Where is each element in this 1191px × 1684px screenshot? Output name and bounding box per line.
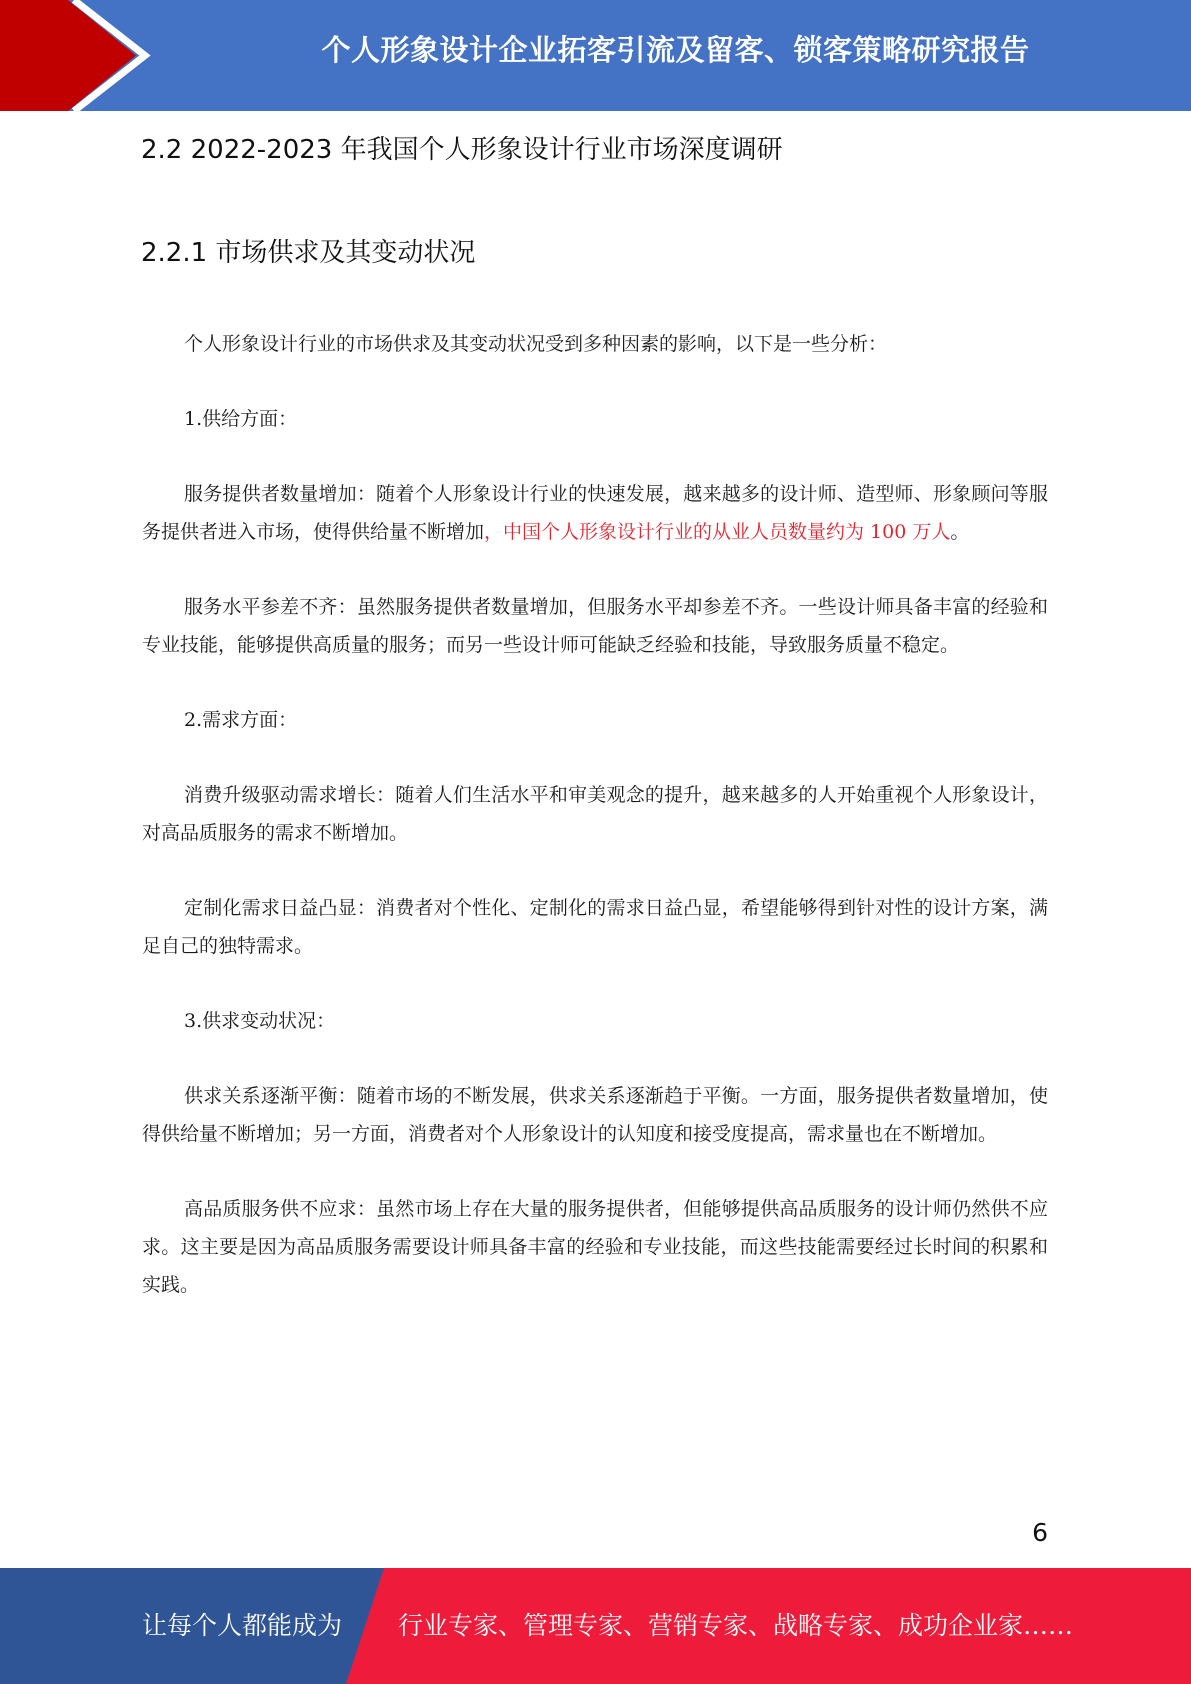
header-red-block [0,0,136,111]
section-heading: 2.2 2022-2023 年我国个人形象设计行业市场深度调研 [141,135,783,165]
footer-slogan-left: 让每个人都能成为 [142,1611,343,1640]
header-arrow-decoration [0,0,160,111]
paragraph-consumption-upgrade: 消费升级驱动需求增长：随着人们生活水平和审美观念的提升，越来越多的人开始重视个人形象设计，对高品质服务的需求不断增加。 [142,784,1048,844]
footer-slogan-right: 行业专家、管理专家、营销专家、战略专家、成功企业家…… [398,1611,1074,1640]
page-footer [0,1568,1191,1684]
report-body [142,325,1048,1304]
subsection-heading: 2.2.1 市场供求及其变动状况 [141,238,476,268]
highlighted-statistic: ，中国个人形象设计行业的从业人员数量约为 100 万人 [484,521,951,543]
list-heading-supply-demand: 3.供求变动状况： [184,1010,336,1032]
paragraph-customization: 定制化需求日益凸显：消费者对个性化、定制化的需求日益凸显，希望能够得到针对性的设计方案，满足自己的独特需求。 [142,897,1048,957]
paragraph-balance: 供求关系逐渐平衡：随着市场的不断发展，供求关系逐渐趋于平衡。一方面，服务提供者数量增加，使得供给量不断增加；另一方面，消费者对个人形象设计的认知度和接受度提高，需求量也在不断增加。 [142,1085,1048,1145]
paragraph-supply-increase [142,475,1048,551]
list-heading-demand: 2.需求方面： [184,709,298,731]
paragraph-text: 服务提供者数量增加：随着个人形象设计行业的快速发展，越来越多的设计师、造型师、形象顾问等服务提供者进入市场，使得供给量不断增加 [142,483,1048,543]
paragraph-service-level: 服务水平参差不齐：虽然服务提供者数量增加，但服务水平却参差不齐。一些设计师具备丰富的经验和专业技能，能够提供高质量的服务；而另一些设计师可能缺乏经验和技能，导致服务质量不稳定。 [142,596,1048,656]
page-header [0,0,1191,111]
page-number: 6 [1032,1518,1048,1547]
paragraph-tail: 。 [950,521,970,543]
report-title: 个人形象设计企业拓客引流及留客、锁客策略研究报告 [321,33,1030,67]
paragraph-intro: 个人形象设计行业的市场供求及其变动状况受到多种因素的影响，以下是一些分析： [184,333,888,355]
paragraph-high-quality-shortage: 高品质服务供不应求：虽然市场上存在大量的服务提供者，但能够提供高品质服务的设计师仍然供不应求。这主要是因为高品质服务需要设计师具备丰富的经验和专业技能，而这些技能需要经过长时间的积累和实践。 [142,1198,1048,1296]
list-heading-supply: 1.供给方面： [184,408,298,430]
